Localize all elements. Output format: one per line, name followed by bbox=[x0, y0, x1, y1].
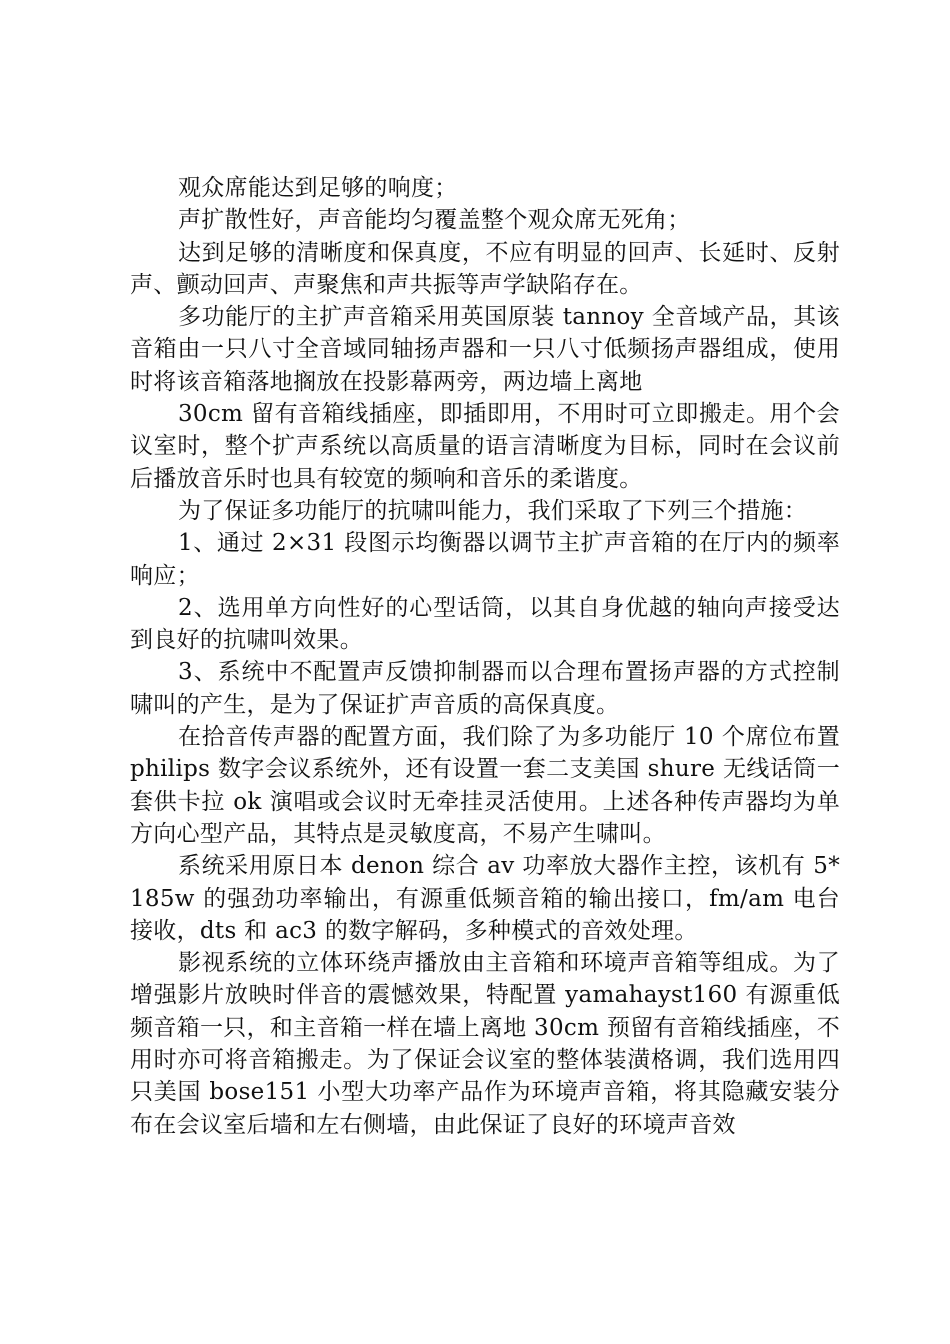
paragraph-anti-feedback-intro: 为了保证多功能厅的抗啸叫能力，我们采取了下列三个措施： bbox=[178, 497, 808, 524]
paragraph-sound-diffusion: 声扩散性好，声音能均匀覆盖整个观众席无死角； bbox=[178, 207, 691, 234]
paragraph-audience-loudness: 观众席能达到足够的响度； bbox=[178, 175, 458, 201]
paragraph-microphones: 在拾音传声器的配置方面，我们除了为多功能厅 10 个席位布置 philips 数字会议系统外，还有设置一套二支美国 shure 无线话筒一套供卡拉 ok 演唱或会议时无牵挂灵活使用。上述各种传声器均为单方向心型产品，其特点是灵敏度高，不易产生啸叫。 bbox=[130, 724, 840, 847]
paragraph-main-speakers: 多功能厅的主扩声音箱采用英国原装 tannoy 全音域产品，其该音箱由一只八寸全音域同轴扬声器和一只八寸低频扬声器组成，使用时将该音箱落地搁放在投影幕两旁，两边墙上离地 bbox=[130, 304, 840, 395]
paragraph-speaker-socket: 30cm 留有音箱线插座，即插即用，不用时可立即搬走。用个会议室时，整个扩声系统以高质量的语言清晰度为目标，同时在会议前后播放音乐时也具有较宽的频响和音乐的柔谐度。 bbox=[130, 401, 840, 492]
document-body bbox=[130, 172, 840, 1141]
paragraph-clarity-fidelity: 达到足够的清晰度和保真度，不应有明显的回声、长延时、反射声、颤动回声、声聚焦和声共振等声学缺陷存在。 bbox=[130, 239, 840, 298]
paragraph-amplifier: 系统采用原日本 denon 综合 av 功率放大器作主控，该机有 5*185w 的强劲功率输出，有源重低频音箱的输出接口，fm/am 电台接收，dts 和 ac3 的数字解码，多种模式的音效处理。 bbox=[130, 853, 840, 944]
paragraph-measure-2: 2、选用单方向性好的心型话筒，以其自身优越的轴向声接受达到良好的抗啸叫效果。 bbox=[130, 594, 840, 654]
paragraph-measure-1: 1、通过 2×31 段图示均衡器以调节主扩声音箱的在厅内的频率响应； bbox=[130, 530, 840, 589]
paragraph-surround-system: 影视系统的立体环绕声播放由主音箱和环境声音箱等组成。为了增强影片放映时伴音的震憾效果，特配置 yamahayst160 有源重低频音箱一只，和主音箱一样在墙上离地 30cm 预留有音箱线插座，不用时亦可将音箱搬走。为了保证会议室的整体装潢格调，我们选用四只美国 bose151 小型大功率产品作为环境声音箱，将其隐藏安装分布在会议室后墙和左右侧墙，由此保证了良好的环境声音效 bbox=[130, 950, 840, 1138]
paragraph-measure-3: 3、系统中不配置声反馈抑制器而以合理布置扬声器的方式控制啸叫的产生，是为了保证扩声音质的高保真度。 bbox=[130, 659, 840, 718]
